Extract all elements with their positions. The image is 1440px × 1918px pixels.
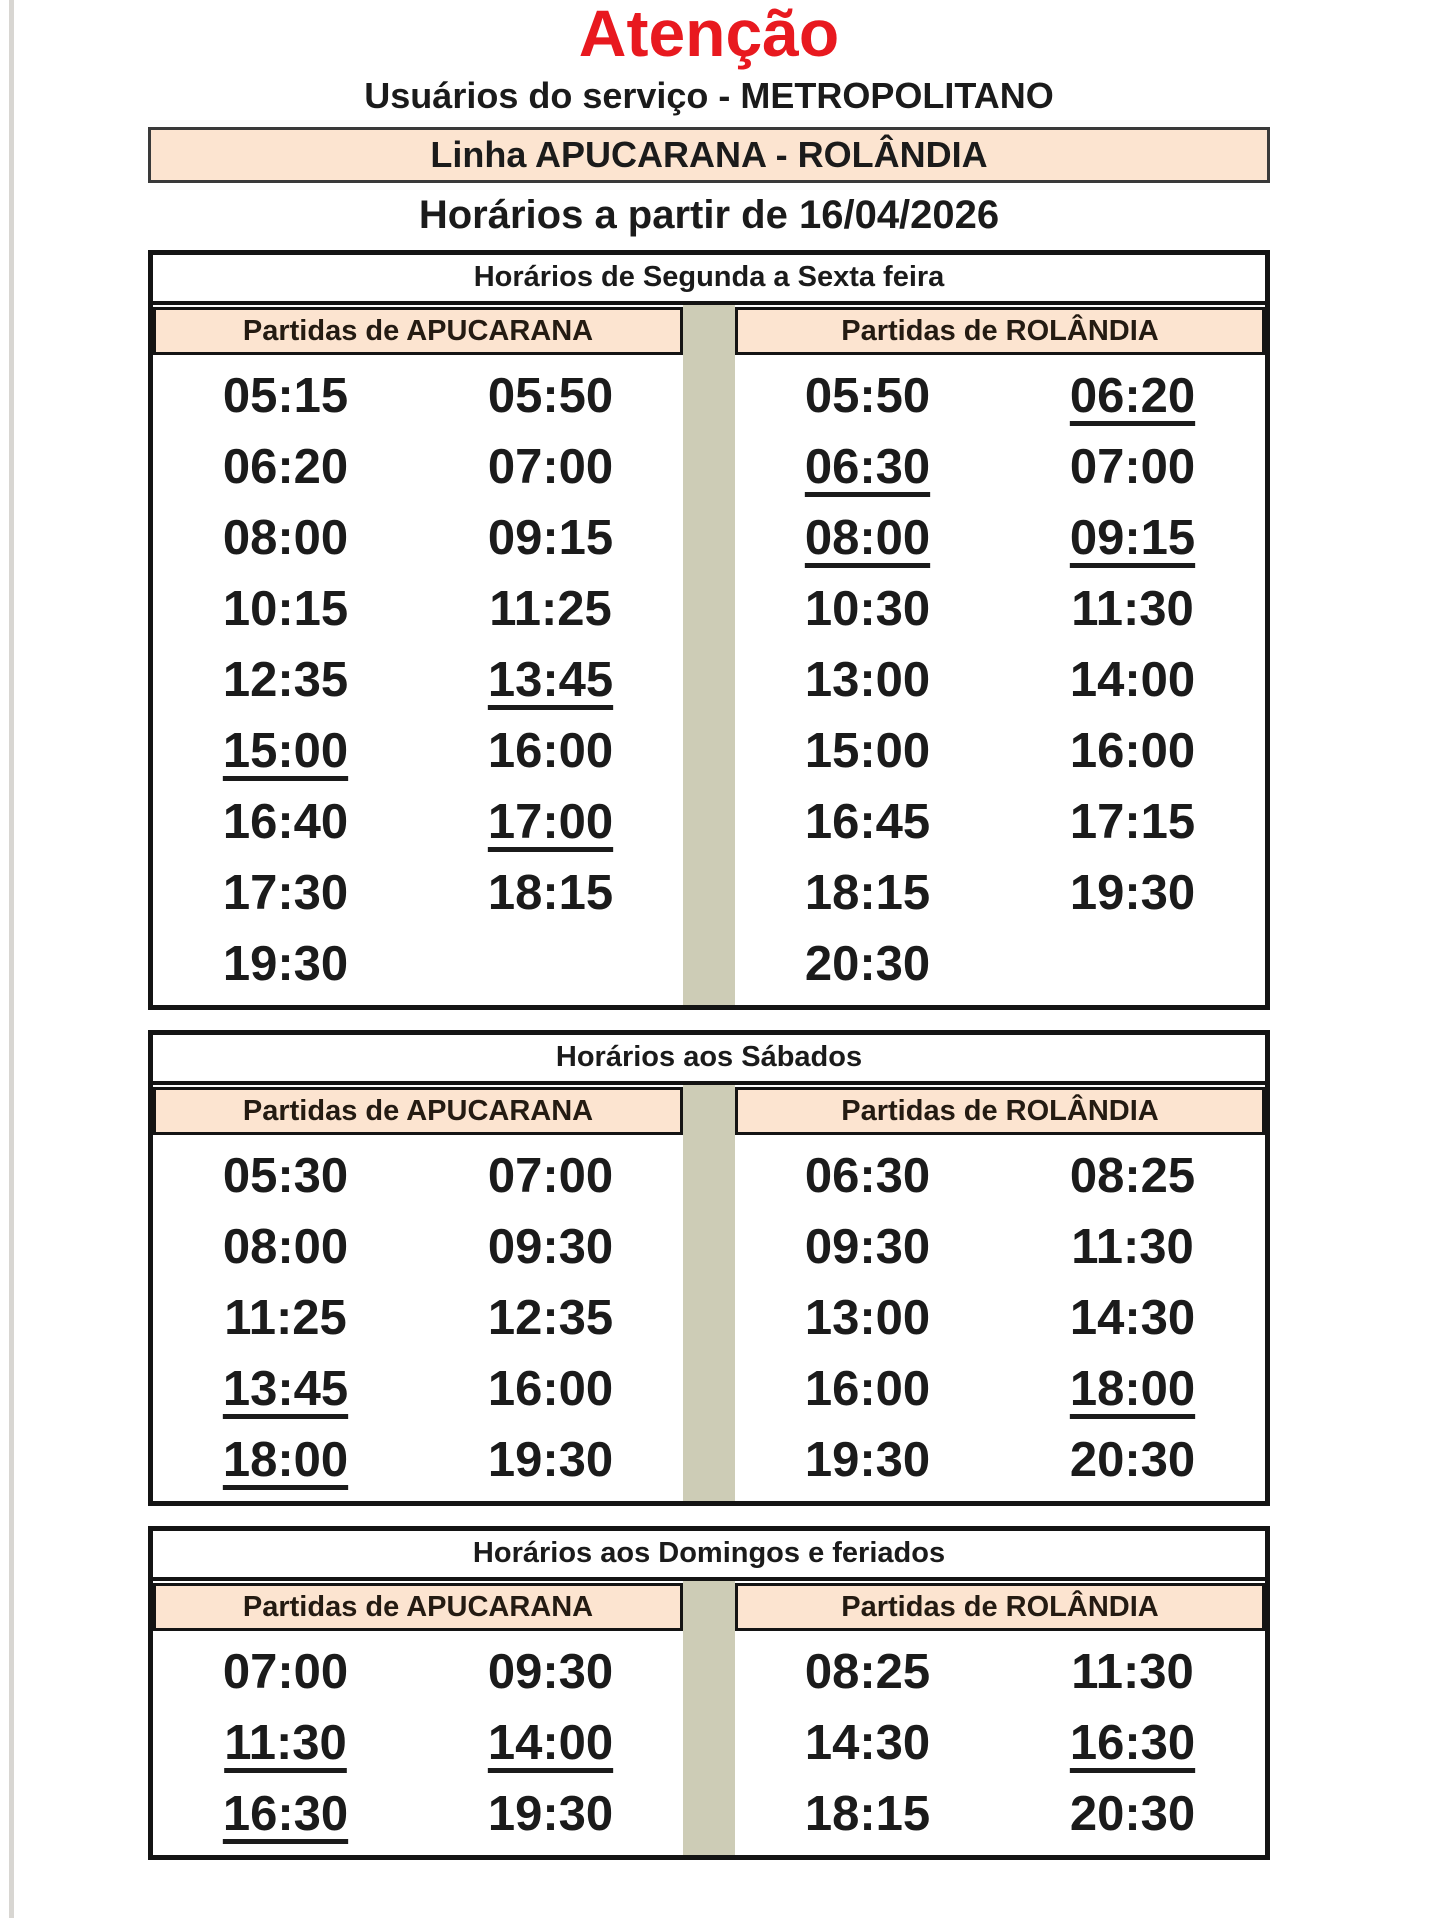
departure-time [735,936,1000,992]
departure-time-text: 17:00 [487,794,614,849]
departure-time-text: 12:35 [487,1290,614,1345]
departure-time-text: 11:30 [1071,1644,1194,1699]
departure-time-text: 07:00 [487,1148,614,1203]
departure-time-text: 05:15 [222,368,349,423]
departure-time [418,652,683,708]
departure-time [735,652,1000,708]
departure-time-text: 11:30 [1071,581,1194,636]
divider-strip [683,1581,735,1855]
departure-time [153,1786,418,1842]
departure-time-text: 16:00 [804,1361,931,1416]
table-title: Horários de Segunda a Sexta feira [153,255,1265,305]
sunday-holiday-timetable [148,1526,1270,1860]
departure-time [418,581,683,637]
departure-time-text: 10:15 [222,581,349,636]
departure-time [1000,439,1265,495]
departure-time-text: 09:30 [487,1644,614,1699]
rolandia-departure-rows [735,1135,1265,1501]
line-name-box: Linha APUCARANA - ROLÂNDIA [148,127,1270,183]
table-title: Horários aos Domingos e feriados [153,1531,1265,1581]
departure-time [418,1786,683,1842]
timetable-row [735,1353,1265,1424]
departure-time-text: 11:30 [224,1715,347,1770]
departure-time [1000,581,1265,637]
departure-time [735,1148,1000,1204]
departure-time-text: 19:30 [487,1432,614,1487]
departure-time [153,936,418,992]
departure-time-text: 16:30 [1069,1715,1196,1770]
departure-time-text: 06:20 [222,439,349,494]
departure-time [153,1715,418,1771]
timetable-row [153,1282,683,1353]
rolandia-side [735,1085,1265,1501]
departure-time-text: 17:15 [1069,794,1196,849]
departure-time [153,368,418,424]
departure-time [418,1715,683,1771]
timetable-row [153,431,683,502]
departure-time-text: 07:00 [222,1644,349,1699]
departure-time-text: 13:00 [804,652,931,707]
timetable-row [735,786,1265,857]
departure-time-text: 13:00 [804,1290,931,1345]
departure-time-text: 10:30 [804,581,931,636]
departure-time-text: 15:00 [222,723,349,778]
departure-time [153,865,418,921]
attention-title: Atenção [578,0,840,70]
departure-time-text: 13:45 [222,1361,349,1416]
departure-time [1000,794,1265,850]
timetable-row [153,1778,683,1849]
timetable-row [735,1140,1265,1211]
departure-time-text: 18:00 [1069,1361,1196,1416]
departure-time [1000,1361,1265,1417]
departure-time [735,1644,1000,1700]
departure-time [153,1644,418,1700]
timetable-row [153,928,683,999]
departure-time [735,510,1000,566]
apucarana-header: Partidas de APUCARANA [153,1087,683,1135]
departure-time-text: 09:30 [804,1219,931,1274]
departure-time-text: 16:45 [804,794,931,849]
departure-time [1000,1148,1265,1204]
departure-time [418,439,683,495]
departure-time [153,1432,418,1488]
departure-time [735,794,1000,850]
departure-time-text: 19:30 [487,1786,614,1841]
weekday-timetable [148,250,1270,1010]
departure-time-text: 16:00 [487,1361,614,1416]
departure-time-text: 19:30 [222,936,349,991]
timetable-row [735,573,1265,644]
departure-time [735,1361,1000,1417]
timetable-row [153,1140,683,1211]
departure-time [735,723,1000,779]
departure-time-text: 16:40 [222,794,349,849]
timetable-row [153,1424,683,1495]
timetable-row [735,1211,1265,1282]
divider-strip [683,1085,735,1501]
rolandia-departure-rows [735,355,1265,1005]
departure-time [1000,510,1265,566]
departure-time [418,1290,683,1346]
rolandia-header: Partidas de ROLÂNDIA [735,1583,1265,1631]
rolandia-header: Partidas de ROLÂNDIA [735,307,1265,355]
departure-time-text: 16:30 [222,1786,349,1841]
departure-time [153,1219,418,1275]
departure-time-text: 07:00 [487,439,614,494]
departure-time [735,1715,1000,1771]
timetable-row [735,928,1265,999]
apucarana-side [153,305,683,1005]
departure-time [418,1432,683,1488]
departure-time [418,1148,683,1204]
departure-time-text: 16:00 [1069,723,1196,778]
timetable-row [735,360,1265,431]
departure-time [1000,1715,1265,1771]
apucarana-header: Partidas de APUCARANA [153,1583,683,1631]
departure-time-text: 12:35 [222,652,349,707]
apucarana-departure-rows [153,1135,683,1501]
timetable-row [735,431,1265,502]
departure-time [153,794,418,850]
apucarana-header: Partidas de APUCARANA [153,307,683,355]
service-subtitle: Usuários do serviço - METROPOLITANO [364,75,1054,117]
departure-time-text: 18:15 [804,865,931,920]
departure-time [418,1219,683,1275]
timetable-row [735,1778,1265,1849]
departure-time-text: 08:25 [804,1644,931,1699]
rolandia-departure-rows [735,1631,1265,1855]
departure-time [418,723,683,779]
departure-time-text: 20:30 [1069,1432,1196,1487]
departure-time [418,368,683,424]
departure-time [418,794,683,850]
table-body [153,1581,1265,1855]
timetable-row [735,1636,1265,1707]
departure-time-text: 06:20 [1069,368,1196,423]
apucarana-side [153,1581,683,1855]
departure-time-text: 08:25 [1069,1148,1196,1203]
departure-time-text: 08:00 [804,510,931,565]
departure-time [735,1786,1000,1842]
departure-time [418,1644,683,1700]
departure-time-text: 09:15 [487,510,614,565]
departure-time-text: 20:30 [804,936,931,991]
departure-time [153,1148,418,1204]
departure-time [418,510,683,566]
apucarana-side [153,1085,683,1501]
rolandia-side [735,305,1265,1005]
timetable-row [735,715,1265,786]
departure-time [1000,1219,1265,1275]
departure-time-text: 14:00 [487,1715,614,1770]
departure-time-text: 18:15 [804,1786,931,1841]
timetable-row [153,573,683,644]
departure-time-text: 06:30 [804,439,931,494]
departure-time-text: 15:00 [804,723,931,778]
departure-time [1000,865,1265,921]
departure-time [735,1219,1000,1275]
departure-time-text: 05:30 [222,1148,349,1203]
timetable-row [153,786,683,857]
departure-time-text: 18:15 [487,865,614,920]
timetable-row [153,715,683,786]
departure-time [153,1361,418,1417]
timetable-row [153,1211,683,1282]
table-body [153,305,1265,1005]
notice-document [148,0,1270,1860]
departure-time [1000,723,1265,779]
table-title: Horários aos Sábados [153,1035,1265,1085]
rolandia-side [735,1581,1265,1855]
timetable-row [735,1424,1265,1495]
saturday-timetable [148,1030,1270,1506]
timetable-row [153,360,683,431]
departure-time [735,1290,1000,1346]
departure-time-text: 08:00 [222,1219,349,1274]
departure-time [1000,652,1265,708]
departure-time [153,581,418,637]
timetable-row [735,1282,1265,1353]
apucarana-departure-rows [153,1631,683,1855]
departure-time-text: 09:30 [487,1219,614,1274]
departure-time-text: 14:30 [1069,1290,1196,1345]
timetable-row [735,644,1265,715]
departure-time-text: 11:30 [1071,1219,1194,1274]
timetable-row [153,644,683,715]
departure-time-text: 16:00 [487,723,614,778]
departure-time [735,581,1000,637]
timetable-row [153,857,683,928]
departure-time [1000,1786,1265,1842]
departure-time [153,1290,418,1346]
departure-time [735,368,1000,424]
departure-time [735,865,1000,921]
timetable-row [153,1353,683,1424]
table-body [153,1085,1265,1501]
departure-time [1000,368,1265,424]
departure-time [153,723,418,779]
timetable-row [735,857,1265,928]
timetable-row [735,502,1265,573]
effective-date: Horários a partir de 16/04/2026 [418,193,1000,238]
departure-time [735,439,1000,495]
departure-time [418,865,683,921]
departure-time-text: 07:00 [1069,439,1196,494]
departure-time-text: 09:15 [1069,510,1196,565]
departure-time [153,652,418,708]
photo-left-edge [9,0,14,1918]
departure-time-text: 17:30 [222,865,349,920]
rolandia-header: Partidas de ROLÂNDIA [735,1087,1265,1135]
departure-time [1000,1290,1265,1346]
apucarana-departure-rows [153,355,683,1005]
departure-time-text: 19:30 [1069,865,1196,920]
departure-time-text: 14:30 [804,1715,931,1770]
departure-time-text: 05:50 [804,368,931,423]
departure-time-text: 14:00 [1069,652,1196,707]
departure-time [1000,1432,1265,1488]
departure-time-text: 13:45 [487,652,614,707]
departure-time [153,439,418,495]
departure-time-text: 06:30 [804,1148,931,1203]
departure-time [735,1432,1000,1488]
departure-time-text: 11:25 [224,1290,347,1345]
departure-time [1000,1644,1265,1700]
departure-time-text: 05:50 [487,368,614,423]
timetable-row [153,1636,683,1707]
timetable-row [735,1707,1265,1778]
departure-time [153,510,418,566]
departure-time-text: 11:25 [489,581,612,636]
departure-time [418,1361,683,1417]
timetable-row [153,502,683,573]
departure-time-text: 20:30 [1069,1786,1196,1841]
departure-time-text: 18:00 [222,1432,349,1487]
timetable-row [153,1707,683,1778]
departure-time-text: 19:30 [804,1432,931,1487]
divider-strip [683,305,735,1005]
departure-time-text: 08:00 [222,510,349,565]
